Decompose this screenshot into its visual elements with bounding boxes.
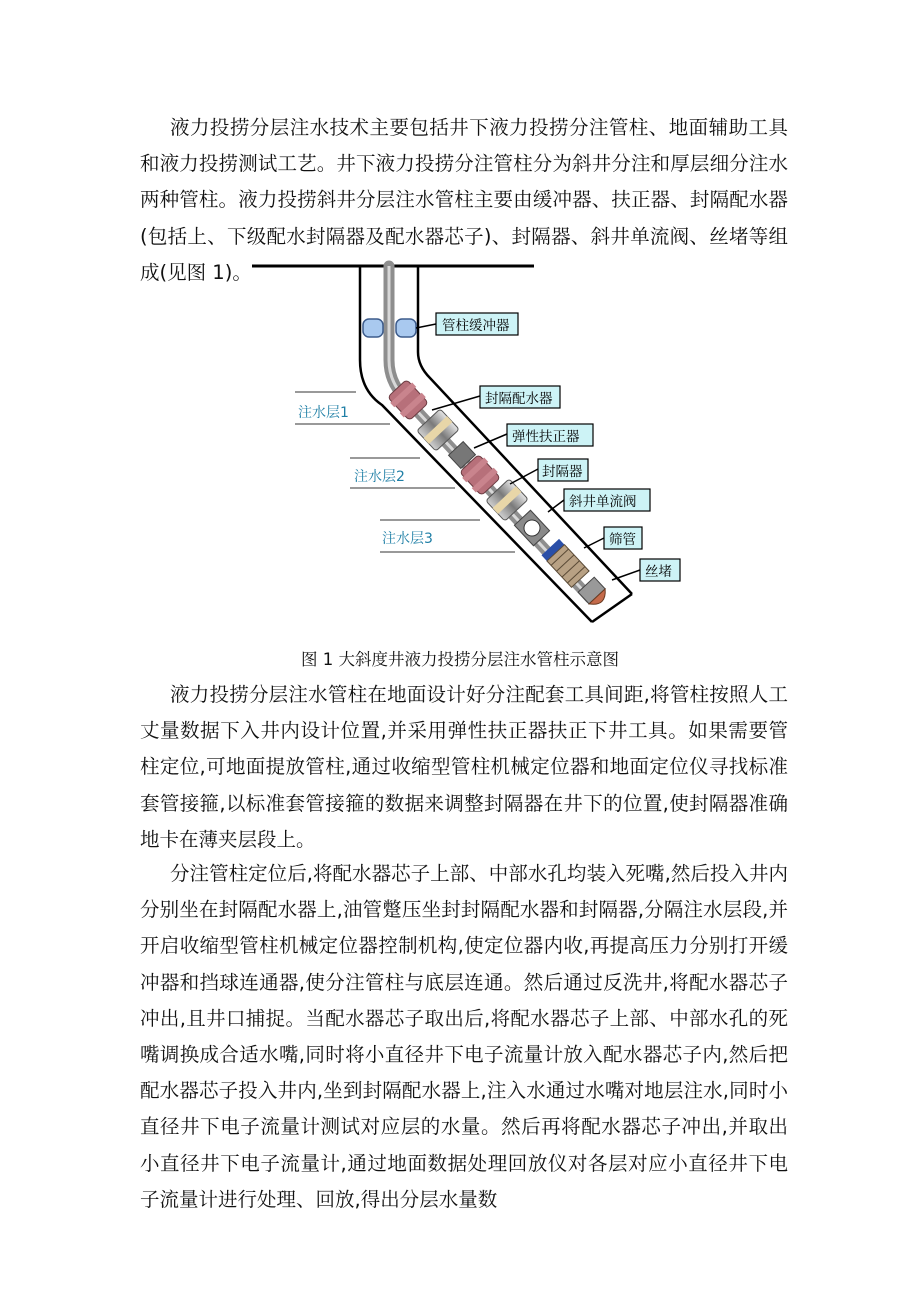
paragraph-testing: 分注管柱定位后,将配水器芯子上部、中部水孔均装入死嘴,然后投入井内分别坐在封隔配水器上,油管蹩压坐封封隔配水器和封隔器,分隔注水层段,并开启收缩型管柱机械定位器控制机构,使定位器内收,再提高压力分别打开缓冲器和挡球连通器,使分注管柱与底层连通。然后通过反洗井,将配水器芯子冲出,且井口捕捉。当配水器芯子取出后,将配水器芯子上部、中部水孔的死嘴调换成合适水嘴,同时将小直径井下电子流量计放入配水器芯子内,然后把配水器芯子投入井内,坐到封隔配水器上,注入水通过水嘴对地层注水,同时小直径井下电子流量计测试对应层的水量。然后再将配水器芯子冲出,并取出小直径井下电子流量计,通过地面数据处理回放仪对各层对应小直径井下电子流量计进行处理、回放,得出分层水量数 (140, 862, 788, 1211)
figure-caption: 图 1 大斜度井液力投捞分层注水管柱示意图 (301, 650, 619, 669)
label-check-valve-text: 斜井单流阀 (569, 494, 637, 510)
label-packer-water-text: 封隔配水器 (485, 391, 553, 407)
label-centralizer-text: 弹性扶正器 (512, 429, 580, 445)
plug-tool (578, 577, 610, 609)
layer-label-1: 注水层1 (298, 405, 349, 421)
figure-well-diagram (0, 0, 920, 650)
label-screen-text: 筛管 (609, 532, 636, 548)
layer-label-2: 注水层2 (354, 469, 405, 485)
label-packer-text: 封隔器 (542, 464, 583, 480)
label-plug-text: 丝堵 (645, 564, 672, 580)
layer-label-3: 注水层3 (382, 531, 433, 547)
buffer-left (363, 319, 383, 337)
buffer-right (396, 319, 416, 337)
paragraph-intro: 液力投捞分层注水技术主要包括井下液力投捞分注管柱、地面辅助工具和液力投捞测试工艺。井下液力投捞分注管柱分为斜井分注和厚层细分注水两种管柱。液力投捞斜井分层注水管柱主要由缓冲器、扶正器、封隔配水器(包括上、下级配水封隔器及配水器芯子)、封隔器、斜井单流阀、丝堵等组成(见图 1)。 (140, 116, 788, 284)
label-buffer-text: 管柱缓冲器 (442, 318, 510, 334)
paragraph-procedure: 液力投捞分层注水管柱在地面设计好分注配套工具间距,将管柱按照人工丈量数据下入井内设计位置,并采用弹性扶正器扶正下井工具。如果需要管柱定位,可地面提放管柱,通过收缩型管柱机械定位器和地面定位仪寻找标准套管接箍,以标准套管接箍的数据来调整封隔器在井下的位置,使封隔器准确地卡在薄夹层段上。 (140, 683, 788, 851)
